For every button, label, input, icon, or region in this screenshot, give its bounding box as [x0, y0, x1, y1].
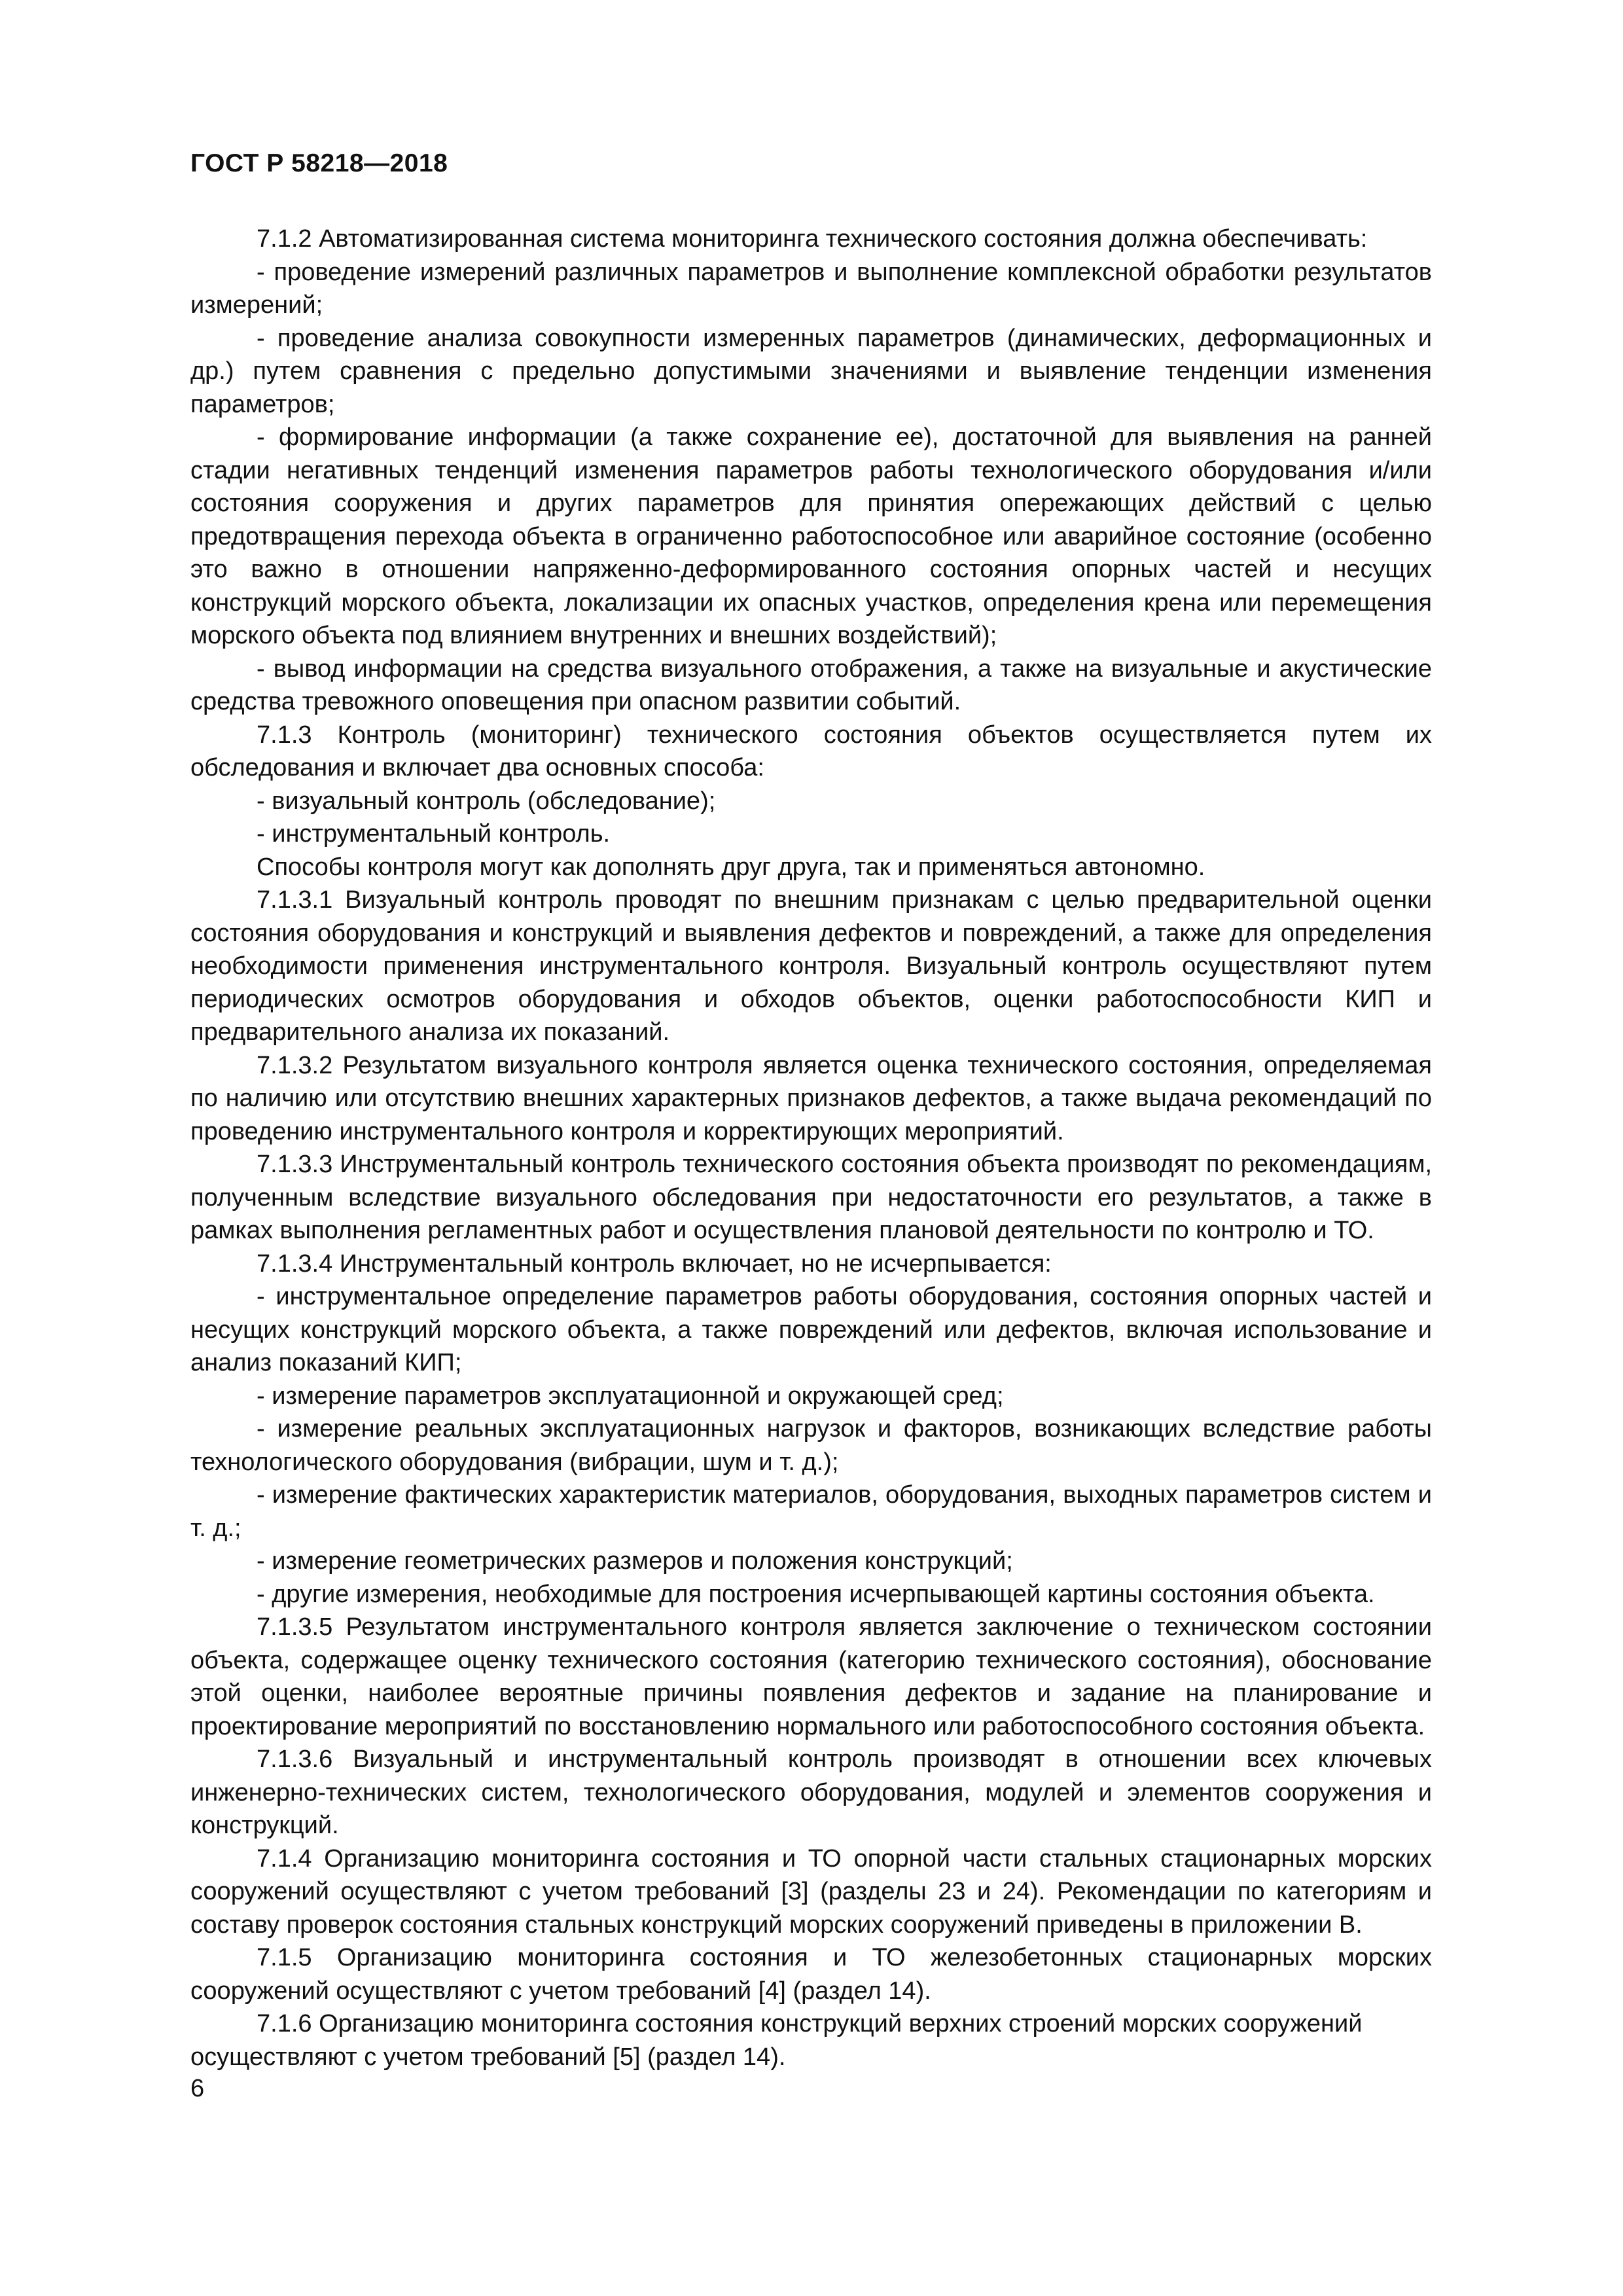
paragraph: 7.1.3.6 Визуальный и инструментальный контроль производят в отношении всех ключевых инженерно-технических систем, технологического оборудования, модулей и элементов сооружения и конструкций. [190, 1746, 1432, 1839]
list-item: - инструментальное определение параметров работы оборудования, состояния опорных частей и несущих конструкций морского объекта, а также повреждений или дефектов, включая использование и анализ показаний КИП; [190, 1283, 1432, 1376]
list-item: - измерение геометрических размеров и положения конструкций; [257, 1547, 1013, 1575]
paragraph: 7.1.6 Организацию мониторинга состояния конструкций верхних строений морских сооружений осуществляют с учетом требований [5] (раздел 14). [190, 2010, 1363, 2071]
paragraph: 7.1.3 Контроль (мониторинг) технического состояния объектов осуществляется путем их обследования и включает два основных способа: [190, 721, 1432, 781]
document-body [190, 223, 1432, 2073]
list-item: - измерение фактических характеристик материалов, оборудования, выходных параметров систем и т. д.; [190, 1481, 1432, 1542]
list-item: - формирование информации (а также сохранение ее), достаточной для выявления на ранней стадии негативных тенденций изменения параметров работы технологического оборудования и/или состояния сооружения и других параметров для принятия опережающих действий с целью предотвращения перехода объекта в ограниченно работоспособное или аварийное состояние (особенно это важно в отношении напряженно-деформированного состояния опорных частей и несущих конструкций морского объекта, локализации их опасных участков, определения крена или перемещения морского объекта под влиянием внутренних и внешних воздействий); [190, 423, 1432, 649]
paragraph: 7.1.3.5 Результатом инструментального контроля является заключение о техническом состоянии объекта, содержащее оценку технического состояния (категорию технического состояния), обоснование этой оценки, наиболее вероятные причины появления дефектов и задание на планирование и проектирование мероприятий по восстановлению нормального или работоспособного состояния объекта. [190, 1613, 1432, 1740]
list-item: - вывод информации на средства визуального отображения, а также на визуальные и акустические средства тревожного оповещения при опасном развитии событий. [190, 655, 1432, 715]
list-item: - визуальный контроль (обследование); [257, 787, 716, 815]
paragraph: 7.1.3.4 Инструментальный контроль включает, но не исчерпывается: [257, 1249, 1052, 1278]
list-item: - измерение параметров эксплуатационной и окружающей сред; [257, 1382, 1004, 1410]
paragraph: 7.1.3.2 Результатом визуального контроля является оценка технического состояния, определяемая по наличию или отсутствию внешних характерных признаков дефектов, а также выдача рекомендаций по проведению инструментального контроля и корректирующих мероприятий. [190, 1051, 1432, 1145]
list-item: - проведение измерений различных параметров и выполнение комплексной обработки результатов измерений; [190, 258, 1432, 319]
list-item: - измерение реальных эксплуатационных нагрузок и факторов, возникающих вследствие работы технологического оборудования (вибрации, шум и т. д.); [190, 1415, 1432, 1476]
paragraph: 7.1.5 Организацию мониторинга состояния и ТО железобетонных стационарных морских сооружений осуществляют с учетом требований [4] (раздел 14). [190, 1944, 1432, 2005]
paragraph: 7.1.2 Автоматизированная система мониторинга технического состояния должна обеспечивать: [257, 225, 1368, 253]
paragraph: Способы контроля могут как дополнять друг друга, так и применяться автономно. [257, 853, 1205, 881]
paragraph: 7.1.3.1 Визуальный контроль проводят по внешним признакам с целью предварительной оценки состояния оборудования и конструкций и выявления дефектов и повреждений, а также для определения необходимости применения инструментального контроля. Визуальный контроль осуществляют путем периодических осмотров оборудования и обходов объектов, оценки работоспособности КИП и предварительного анализа их показаний. [190, 886, 1432, 1046]
paragraph: 7.1.4 Организацию мониторинга состояния и ТО опорной части стальных стационарных морских сооружений осуществляют с учетом требований [3] (разделы 23 и 24). Рекомендации по категориям и составу проверок состояния стальных конструкций морских сооружений приведены в приложении В. [190, 1844, 1432, 1939]
document-header: ГОСТ Р 58218—2018 [190, 149, 448, 177]
paragraph: 7.1.3.3 Инструментальный контроль технического состояния объекта производят по рекомендациям, полученным вследствие визуального обследования при недостаточности его результатов, а также в рамках выполнения регламентных работ и осуществления плановой деятельности по контролю и ТО. [190, 1151, 1432, 1244]
page-number: 6 [190, 2075, 205, 2102]
list-item: - проведение анализа совокупности измеренных параметров (динамических, деформационных и др.) путем сравнения с предельно допустимыми значениями и выявление тенденции изменения параметров; [190, 324, 1432, 418]
list-item: - другие измерения, необходимые для построения исчерпывающей картины состояния объекта. [257, 1580, 1375, 1608]
list-item: - инструментальный контроль. [257, 820, 611, 848]
